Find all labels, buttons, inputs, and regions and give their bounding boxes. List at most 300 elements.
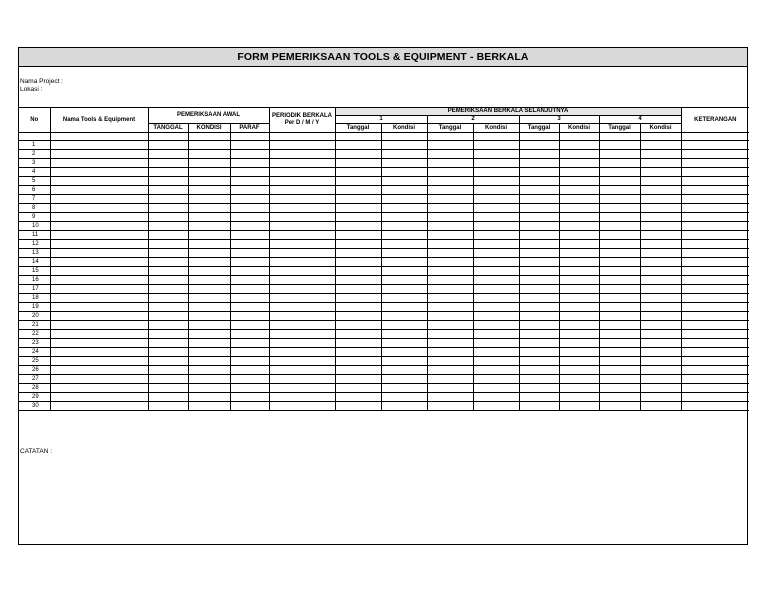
table-cell[interactable] bbox=[519, 249, 559, 258]
table-cell[interactable] bbox=[599, 258, 640, 267]
table-cell[interactable] bbox=[230, 339, 269, 348]
table-cell[interactable] bbox=[230, 330, 269, 339]
table-cell[interactable] bbox=[269, 258, 335, 267]
table-cell[interactable] bbox=[427, 159, 473, 168]
table-cell[interactable] bbox=[519, 168, 559, 177]
table-cell[interactable] bbox=[681, 204, 749, 213]
table-cell[interactable] bbox=[473, 276, 519, 285]
table-cell[interactable] bbox=[188, 339, 230, 348]
table-cell[interactable] bbox=[269, 321, 335, 330]
table-cell[interactable] bbox=[559, 375, 599, 384]
table-cell[interactable] bbox=[599, 375, 640, 384]
table-cell[interactable] bbox=[381, 240, 427, 249]
table-cell[interactable] bbox=[50, 330, 148, 339]
table-cell[interactable] bbox=[640, 222, 681, 231]
table-cell[interactable] bbox=[681, 348, 749, 357]
table-cell[interactable] bbox=[50, 249, 148, 258]
table-cell[interactable] bbox=[188, 222, 230, 231]
table-cell[interactable] bbox=[599, 339, 640, 348]
table-cell[interactable] bbox=[640, 348, 681, 357]
table-cell[interactable] bbox=[269, 213, 335, 222]
table-cell[interactable] bbox=[427, 402, 473, 411]
table-cell[interactable] bbox=[335, 141, 381, 150]
table-cell[interactable] bbox=[269, 303, 335, 312]
table-cell[interactable] bbox=[188, 276, 230, 285]
table-cell[interactable] bbox=[559, 321, 599, 330]
table-cell[interactable] bbox=[640, 393, 681, 402]
table-cell[interactable] bbox=[188, 402, 230, 411]
table-cell[interactable] bbox=[559, 285, 599, 294]
table-cell[interactable] bbox=[335, 357, 381, 366]
table-cell[interactable] bbox=[269, 366, 335, 375]
table-cell[interactable] bbox=[599, 348, 640, 357]
table-cell[interactable] bbox=[473, 348, 519, 357]
table-cell[interactable] bbox=[473, 339, 519, 348]
table-cell[interactable] bbox=[559, 240, 599, 249]
table-cell[interactable] bbox=[519, 330, 559, 339]
table-cell[interactable] bbox=[269, 375, 335, 384]
table-cell[interactable] bbox=[427, 177, 473, 186]
table-cell[interactable] bbox=[188, 258, 230, 267]
table-cell[interactable] bbox=[640, 276, 681, 285]
table-cell[interactable] bbox=[148, 384, 188, 393]
table-cell[interactable] bbox=[230, 312, 269, 321]
table-cell[interactable] bbox=[269, 357, 335, 366]
table-cell[interactable] bbox=[381, 402, 427, 411]
table-cell[interactable] bbox=[640, 339, 681, 348]
table-cell[interactable] bbox=[640, 366, 681, 375]
table-cell[interactable] bbox=[269, 249, 335, 258]
table-cell[interactable] bbox=[519, 348, 559, 357]
table-cell[interactable] bbox=[381, 267, 427, 276]
table-cell[interactable] bbox=[427, 285, 473, 294]
table-cell[interactable] bbox=[188, 231, 230, 240]
table-cell[interactable] bbox=[50, 222, 148, 231]
table-cell[interactable] bbox=[230, 213, 269, 222]
table-cell[interactable] bbox=[681, 150, 749, 159]
table-cell[interactable] bbox=[335, 213, 381, 222]
table-cell[interactable] bbox=[519, 384, 559, 393]
table-cell[interactable] bbox=[681, 321, 749, 330]
table-cell[interactable] bbox=[519, 150, 559, 159]
table-cell[interactable] bbox=[335, 240, 381, 249]
table-cell[interactable] bbox=[188, 285, 230, 294]
table-cell[interactable] bbox=[559, 312, 599, 321]
table-cell[interactable] bbox=[188, 312, 230, 321]
table-cell[interactable] bbox=[381, 186, 427, 195]
table-cell[interactable] bbox=[148, 222, 188, 231]
table-cell[interactable] bbox=[381, 303, 427, 312]
table-cell[interactable] bbox=[50, 285, 148, 294]
table-cell[interactable] bbox=[681, 366, 749, 375]
table-cell[interactable] bbox=[559, 339, 599, 348]
table-cell[interactable] bbox=[559, 267, 599, 276]
table-cell[interactable] bbox=[188, 150, 230, 159]
table-cell[interactable] bbox=[269, 168, 335, 177]
table-cell[interactable] bbox=[188, 366, 230, 375]
table-cell[interactable] bbox=[519, 285, 559, 294]
table-cell[interactable] bbox=[681, 168, 749, 177]
table-cell[interactable] bbox=[640, 168, 681, 177]
table-cell[interactable] bbox=[381, 348, 427, 357]
table-cell[interactable] bbox=[599, 159, 640, 168]
table-cell[interactable] bbox=[473, 159, 519, 168]
table-cell[interactable] bbox=[50, 375, 148, 384]
table-cell[interactable] bbox=[681, 393, 749, 402]
table-cell[interactable] bbox=[148, 204, 188, 213]
table-cell[interactable] bbox=[559, 168, 599, 177]
table-cell[interactable] bbox=[230, 177, 269, 186]
table-cell[interactable] bbox=[188, 267, 230, 276]
table-cell[interactable] bbox=[559, 294, 599, 303]
table-cell[interactable] bbox=[473, 240, 519, 249]
table-cell[interactable] bbox=[519, 276, 559, 285]
table-cell[interactable] bbox=[599, 393, 640, 402]
table-cell[interactable] bbox=[50, 384, 148, 393]
table-cell[interactable] bbox=[335, 222, 381, 231]
table-cell[interactable] bbox=[640, 303, 681, 312]
table-cell[interactable] bbox=[269, 195, 335, 204]
table-cell[interactable] bbox=[427, 186, 473, 195]
table-cell[interactable] bbox=[230, 366, 269, 375]
table-cell[interactable] bbox=[599, 294, 640, 303]
table-cell[interactable] bbox=[50, 186, 148, 195]
table-cell[interactable] bbox=[427, 276, 473, 285]
table-cell[interactable] bbox=[269, 285, 335, 294]
table-cell[interactable] bbox=[148, 294, 188, 303]
table-cell[interactable] bbox=[559, 177, 599, 186]
table-cell[interactable] bbox=[559, 222, 599, 231]
table-cell[interactable] bbox=[559, 366, 599, 375]
table-cell[interactable] bbox=[269, 141, 335, 150]
table-cell[interactable] bbox=[599, 186, 640, 195]
table-cell[interactable] bbox=[473, 195, 519, 204]
table-cell[interactable] bbox=[599, 366, 640, 375]
table-cell[interactable] bbox=[335, 204, 381, 213]
table-cell[interactable] bbox=[519, 186, 559, 195]
table-cell[interactable] bbox=[473, 384, 519, 393]
table-cell[interactable] bbox=[50, 339, 148, 348]
table-cell[interactable] bbox=[640, 204, 681, 213]
table-cell[interactable] bbox=[188, 384, 230, 393]
table-cell[interactable] bbox=[188, 294, 230, 303]
table-cell[interactable] bbox=[335, 321, 381, 330]
table-cell[interactable] bbox=[473, 312, 519, 321]
table-cell[interactable] bbox=[473, 150, 519, 159]
table-cell[interactable] bbox=[559, 402, 599, 411]
table-cell[interactable] bbox=[381, 177, 427, 186]
table-cell[interactable] bbox=[599, 249, 640, 258]
table-cell[interactable] bbox=[335, 150, 381, 159]
table-cell[interactable] bbox=[427, 204, 473, 213]
table-cell[interactable] bbox=[269, 402, 335, 411]
table-cell[interactable] bbox=[519, 240, 559, 249]
table-cell[interactable] bbox=[473, 222, 519, 231]
table-cell[interactable] bbox=[230, 168, 269, 177]
table-cell[interactable] bbox=[148, 339, 188, 348]
table-cell[interactable] bbox=[681, 375, 749, 384]
table-cell[interactable] bbox=[381, 393, 427, 402]
table-cell[interactable] bbox=[148, 285, 188, 294]
table-cell[interactable] bbox=[427, 321, 473, 330]
table-cell[interactable] bbox=[473, 366, 519, 375]
table-cell[interactable] bbox=[519, 393, 559, 402]
table-cell[interactable] bbox=[519, 402, 559, 411]
table-cell[interactable] bbox=[148, 249, 188, 258]
table-cell[interactable] bbox=[599, 204, 640, 213]
table-cell[interactable] bbox=[381, 141, 427, 150]
table-cell[interactable] bbox=[335, 276, 381, 285]
table-cell[interactable] bbox=[188, 168, 230, 177]
table-cell[interactable] bbox=[50, 168, 148, 177]
table-cell[interactable] bbox=[230, 402, 269, 411]
table-cell[interactable] bbox=[50, 159, 148, 168]
table-cell[interactable] bbox=[559, 249, 599, 258]
table-cell[interactable] bbox=[50, 267, 148, 276]
table-cell[interactable] bbox=[599, 402, 640, 411]
table-cell[interactable] bbox=[148, 267, 188, 276]
table-cell[interactable] bbox=[269, 159, 335, 168]
table-cell[interactable] bbox=[427, 195, 473, 204]
table-cell[interactable] bbox=[427, 384, 473, 393]
table-cell[interactable] bbox=[427, 267, 473, 276]
table-cell[interactable] bbox=[269, 348, 335, 357]
table-cell[interactable] bbox=[559, 231, 599, 240]
table-cell[interactable] bbox=[50, 366, 148, 375]
table-cell[interactable] bbox=[681, 186, 749, 195]
table-cell[interactable] bbox=[427, 168, 473, 177]
table-cell[interactable] bbox=[50, 195, 148, 204]
table-cell[interactable] bbox=[599, 240, 640, 249]
table-cell[interactable] bbox=[50, 402, 148, 411]
table-cell[interactable] bbox=[559, 303, 599, 312]
table-cell[interactable] bbox=[269, 186, 335, 195]
table-cell[interactable] bbox=[335, 312, 381, 321]
table-cell[interactable] bbox=[519, 213, 559, 222]
table-cell[interactable] bbox=[148, 258, 188, 267]
table-cell[interactable] bbox=[188, 195, 230, 204]
table-cell[interactable] bbox=[599, 267, 640, 276]
table-cell[interactable] bbox=[559, 348, 599, 357]
table-cell[interactable] bbox=[519, 339, 559, 348]
table-cell[interactable] bbox=[188, 177, 230, 186]
table-cell[interactable] bbox=[148, 240, 188, 249]
table-cell[interactable] bbox=[681, 357, 749, 366]
table-cell[interactable] bbox=[427, 222, 473, 231]
table-cell[interactable] bbox=[519, 177, 559, 186]
table-cell[interactable] bbox=[427, 213, 473, 222]
table-cell[interactable] bbox=[269, 294, 335, 303]
table-cell[interactable] bbox=[427, 258, 473, 267]
table-cell[interactable] bbox=[640, 195, 681, 204]
table-cell[interactable] bbox=[230, 321, 269, 330]
table-cell[interactable] bbox=[640, 186, 681, 195]
table-cell[interactable] bbox=[640, 177, 681, 186]
table-cell[interactable] bbox=[599, 213, 640, 222]
table-cell[interactable] bbox=[640, 294, 681, 303]
table-cell[interactable] bbox=[599, 141, 640, 150]
table-cell[interactable] bbox=[335, 267, 381, 276]
table-cell[interactable] bbox=[381, 384, 427, 393]
table-cell[interactable] bbox=[230, 285, 269, 294]
table-cell[interactable] bbox=[148, 231, 188, 240]
table-cell[interactable] bbox=[427, 231, 473, 240]
table-cell[interactable] bbox=[381, 321, 427, 330]
table-cell[interactable] bbox=[230, 240, 269, 249]
table-cell[interactable] bbox=[519, 204, 559, 213]
table-cell[interactable] bbox=[473, 285, 519, 294]
table-cell[interactable] bbox=[148, 276, 188, 285]
table-cell[interactable] bbox=[473, 303, 519, 312]
table-cell[interactable] bbox=[427, 348, 473, 357]
table-cell[interactable] bbox=[269, 276, 335, 285]
table-cell[interactable] bbox=[681, 276, 749, 285]
table-cell[interactable] bbox=[50, 177, 148, 186]
table-cell[interactable] bbox=[559, 195, 599, 204]
table-cell[interactable] bbox=[519, 294, 559, 303]
table-cell[interactable] bbox=[681, 339, 749, 348]
table-cell[interactable] bbox=[381, 330, 427, 339]
table-cell[interactable] bbox=[335, 231, 381, 240]
table-cell[interactable] bbox=[188, 357, 230, 366]
table-cell[interactable] bbox=[640, 384, 681, 393]
table-cell[interactable] bbox=[640, 402, 681, 411]
table-cell[interactable] bbox=[335, 195, 381, 204]
table-cell[interactable] bbox=[148, 402, 188, 411]
table-cell[interactable] bbox=[427, 375, 473, 384]
table-cell[interactable] bbox=[148, 195, 188, 204]
table-cell[interactable] bbox=[335, 186, 381, 195]
table-cell[interactable] bbox=[681, 267, 749, 276]
table-cell[interactable] bbox=[559, 276, 599, 285]
table-cell[interactable] bbox=[381, 357, 427, 366]
table-cell[interactable] bbox=[519, 195, 559, 204]
table-cell[interactable] bbox=[681, 402, 749, 411]
table-cell[interactable] bbox=[188, 240, 230, 249]
table-cell[interactable] bbox=[50, 231, 148, 240]
table-cell[interactable] bbox=[269, 240, 335, 249]
table-cell[interactable] bbox=[681, 294, 749, 303]
table-cell[interactable] bbox=[559, 150, 599, 159]
table-cell[interactable] bbox=[269, 267, 335, 276]
table-cell[interactable] bbox=[427, 141, 473, 150]
table-cell[interactable] bbox=[50, 150, 148, 159]
table-cell[interactable] bbox=[335, 285, 381, 294]
table-cell[interactable] bbox=[427, 294, 473, 303]
table-cell[interactable] bbox=[50, 141, 148, 150]
table-cell[interactable] bbox=[230, 384, 269, 393]
table-cell[interactable] bbox=[50, 204, 148, 213]
table-cell[interactable] bbox=[559, 384, 599, 393]
table-cell[interactable] bbox=[269, 231, 335, 240]
table-cell[interactable] bbox=[559, 330, 599, 339]
table-cell[interactable] bbox=[599, 312, 640, 321]
table-cell[interactable] bbox=[230, 150, 269, 159]
table-cell[interactable] bbox=[148, 348, 188, 357]
table-cell[interactable] bbox=[50, 276, 148, 285]
table-cell[interactable] bbox=[381, 213, 427, 222]
table-cell[interactable] bbox=[335, 348, 381, 357]
table-cell[interactable] bbox=[148, 168, 188, 177]
table-cell[interactable] bbox=[148, 177, 188, 186]
table-cell[interactable] bbox=[681, 141, 749, 150]
table-cell[interactable] bbox=[473, 402, 519, 411]
table-cell[interactable] bbox=[473, 249, 519, 258]
table-cell[interactable] bbox=[269, 330, 335, 339]
table-cell[interactable] bbox=[640, 249, 681, 258]
table-cell[interactable] bbox=[148, 393, 188, 402]
table-cell[interactable] bbox=[381, 150, 427, 159]
table-cell[interactable] bbox=[427, 339, 473, 348]
table-cell[interactable] bbox=[188, 303, 230, 312]
table-cell[interactable] bbox=[230, 231, 269, 240]
table-cell[interactable] bbox=[335, 339, 381, 348]
table-cell[interactable] bbox=[230, 267, 269, 276]
table-cell[interactable] bbox=[559, 159, 599, 168]
table-cell[interactable] bbox=[381, 276, 427, 285]
table-cell[interactable] bbox=[269, 384, 335, 393]
table-cell[interactable] bbox=[148, 186, 188, 195]
table-cell[interactable] bbox=[473, 294, 519, 303]
table-cell[interactable] bbox=[335, 384, 381, 393]
table-cell[interactable] bbox=[519, 366, 559, 375]
table-cell[interactable] bbox=[381, 285, 427, 294]
table-cell[interactable] bbox=[148, 312, 188, 321]
table-cell[interactable] bbox=[427, 240, 473, 249]
table-cell[interactable] bbox=[230, 258, 269, 267]
table-cell[interactable] bbox=[188, 159, 230, 168]
table-cell[interactable] bbox=[188, 186, 230, 195]
table-cell[interactable] bbox=[381, 195, 427, 204]
table-cell[interactable] bbox=[519, 321, 559, 330]
table-cell[interactable] bbox=[519, 231, 559, 240]
table-cell[interactable] bbox=[599, 384, 640, 393]
table-cell[interactable] bbox=[681, 249, 749, 258]
table-cell[interactable] bbox=[519, 159, 559, 168]
table-cell[interactable] bbox=[473, 321, 519, 330]
table-cell[interactable] bbox=[335, 294, 381, 303]
table-cell[interactable] bbox=[681, 258, 749, 267]
table-cell[interactable] bbox=[473, 375, 519, 384]
table-cell[interactable] bbox=[269, 339, 335, 348]
table-cell[interactable] bbox=[335, 249, 381, 258]
table-cell[interactable] bbox=[335, 258, 381, 267]
table-cell[interactable] bbox=[230, 195, 269, 204]
table-cell[interactable] bbox=[473, 168, 519, 177]
table-cell[interactable] bbox=[473, 267, 519, 276]
table-cell[interactable] bbox=[427, 393, 473, 402]
table-cell[interactable] bbox=[681, 213, 749, 222]
table-cell[interactable] bbox=[681, 222, 749, 231]
table-cell[interactable] bbox=[473, 213, 519, 222]
table-cell[interactable] bbox=[230, 393, 269, 402]
table-cell[interactable] bbox=[519, 267, 559, 276]
table-cell[interactable] bbox=[640, 240, 681, 249]
table-cell[interactable] bbox=[335, 159, 381, 168]
table-cell[interactable] bbox=[559, 213, 599, 222]
table-cell[interactable] bbox=[599, 330, 640, 339]
table-cell[interactable] bbox=[519, 375, 559, 384]
table-cell[interactable] bbox=[188, 330, 230, 339]
table-cell[interactable] bbox=[640, 330, 681, 339]
table-cell[interactable] bbox=[148, 141, 188, 150]
table-cell[interactable] bbox=[188, 321, 230, 330]
table-cell[interactable] bbox=[381, 294, 427, 303]
table-cell[interactable] bbox=[148, 375, 188, 384]
table-cell[interactable] bbox=[681, 384, 749, 393]
table-cell[interactable] bbox=[640, 231, 681, 240]
table-cell[interactable] bbox=[519, 303, 559, 312]
